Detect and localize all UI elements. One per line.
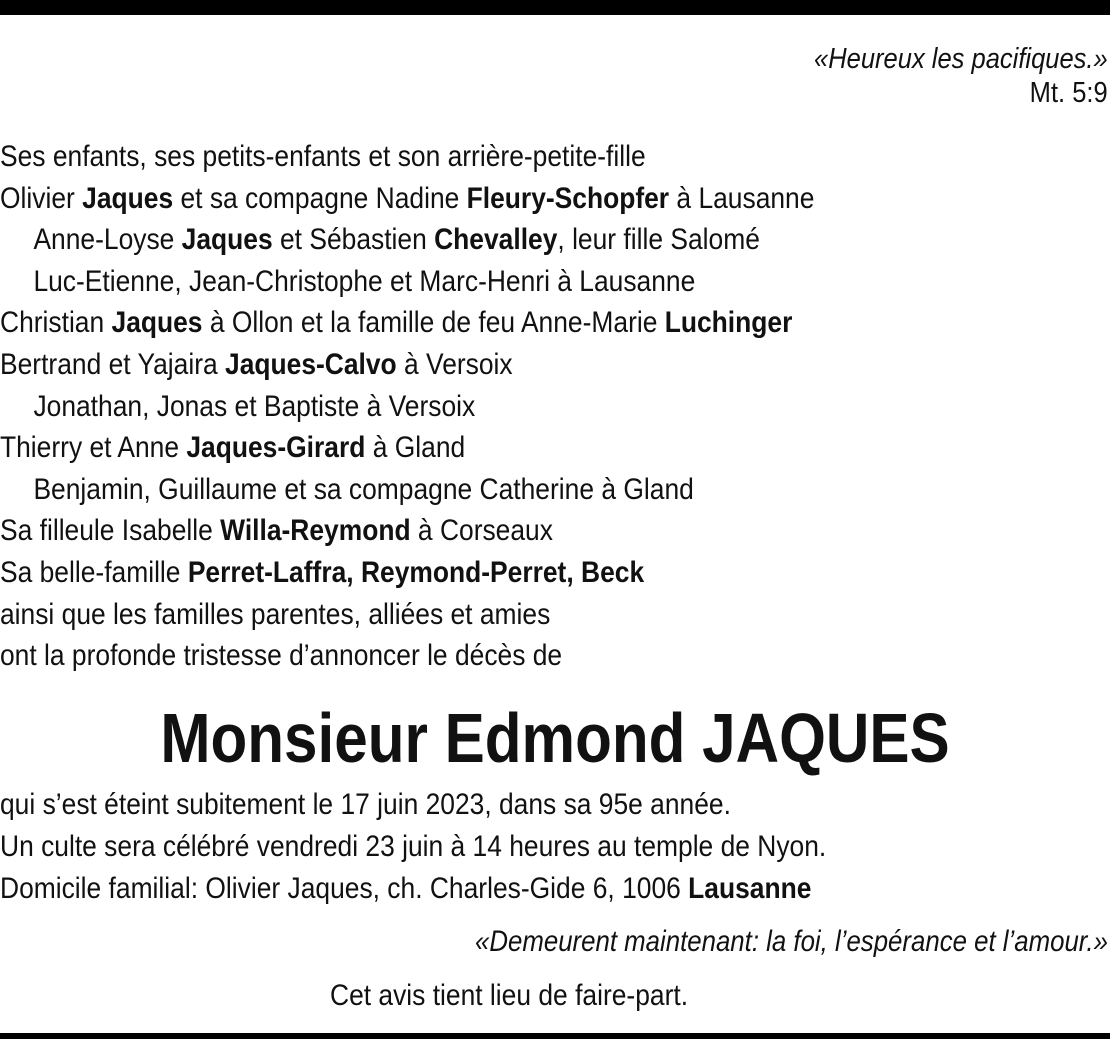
family-surname: Jaques-Girard (186, 431, 366, 465)
line-text: ont la profonde tristesse d’annoncer le décès de (0, 639, 563, 673)
family-surname: Chevalley (434, 223, 558, 257)
family-line (0, 344, 814, 386)
family-surname: Jaques (82, 181, 174, 215)
address-line (0, 868, 826, 910)
family-surname: Jaques (111, 306, 203, 340)
epigraph-reference: Mt. 5:9 (1029, 77, 1108, 109)
death-date-line: qui s’est éteint subitement le 17 juin 2023, dans sa 95e année. (0, 788, 731, 821)
family-line (0, 136, 814, 178)
line-text: Sa filleule Isabelle (0, 514, 221, 548)
line-text: Olivier (0, 181, 83, 215)
line-text: à Gland (365, 431, 466, 465)
family-line (0, 302, 814, 344)
family-line (0, 178, 814, 220)
family-surname: Luchinger (664, 306, 793, 340)
line-text: Jonathan, Jonas et Baptiste à Versoix (33, 389, 476, 423)
address-text: Domicile familial: Olivier Jaques, ch. Charles-Gide 6, 1006 (0, 872, 689, 905)
line-text: Anne-Loyse (33, 223, 182, 257)
footer-note: Cet avis tient lieu de faire-part. (330, 979, 689, 1012)
family-line (0, 261, 814, 303)
line-text: à Versoix (396, 347, 513, 381)
line-text: Luc-Etienne, Jean-Christophe et Marc-Henri à Lausanne (33, 264, 696, 298)
family-line (0, 427, 814, 469)
separator: , (346, 555, 361, 589)
line-text: et Sébastien (272, 223, 435, 257)
family-line (0, 219, 814, 261)
family-line (0, 386, 814, 428)
epigraph-quote: «Heureux les pacifiques.» (814, 43, 1108, 75)
family-line (0, 510, 814, 552)
family-surname: Fleury-Schopfer (466, 181, 670, 215)
epigraph (814, 42, 1108, 110)
family-surname: Perret-Laffra (187, 555, 347, 589)
line-text: Sa belle-famille (0, 555, 188, 589)
closing-quote: «Demeurent maintenant: la foi, l’espérance et l’amour.» (475, 925, 1108, 958)
family-surname: Willa-Reymond (220, 514, 411, 548)
line-text: , leur fille Salomé (557, 223, 760, 257)
family-line (0, 635, 814, 677)
family-line (0, 469, 814, 511)
address-city: Lausanne (688, 872, 812, 905)
family-line (0, 594, 814, 636)
bottom-border (0, 1033, 1110, 1039)
line-text: ainsi que les familles parentes, alliées et amies (0, 597, 551, 631)
service-line: Un culte sera célébré vendredi 23 juin à 14 heures au temple de Nyon. (0, 830, 827, 863)
line-text: Thierry et Anne (0, 431, 187, 465)
line-text: Christian (0, 306, 112, 340)
separator: , (566, 555, 582, 589)
service-details (0, 784, 826, 910)
line-text: et sa compagne Nadine (173, 181, 467, 215)
line-text: à Corseaux (410, 514, 553, 548)
line-text: Bertrand et Yajaira (0, 347, 226, 381)
family-surname: Jaques (181, 223, 273, 257)
line-text: Ses enfants, ses petits-enfants et son arrière-petite-fille (0, 140, 646, 173)
family-line (0, 552, 814, 594)
family-surname: Reymond-Perret (360, 555, 567, 589)
line-text: à Ollon et la famille de feu Anne-Marie (202, 306, 665, 340)
line-text: à Lausanne (669, 181, 815, 215)
family-list (0, 136, 814, 677)
deceased-name: Monsieur Edmond JAQUES (160, 699, 950, 777)
family-surname: Jaques-Calvo (225, 347, 397, 381)
family-surname: Beck (581, 555, 645, 589)
line-text: Benjamin, Guillaume et sa compagne Catherine à Gland (33, 472, 694, 506)
